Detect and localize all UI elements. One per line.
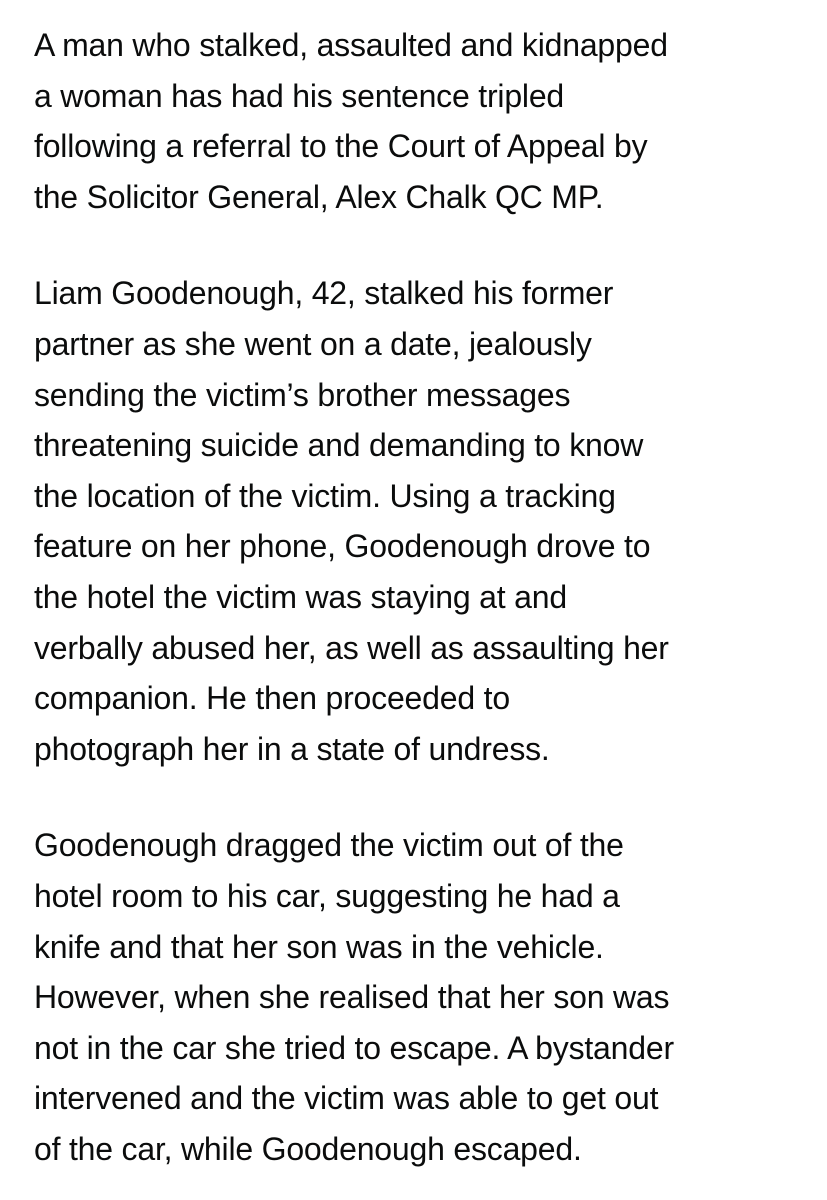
text-line: threatening suicide and demanding to know [34,427,644,464]
paragraph-intro [34,20,799,222]
text-line: a woman has had his sentence tripled [34,77,565,114]
text-line: partner as she went on a date, jealously [34,325,592,362]
text-line: hotel room to his car, suggesting he had a [34,877,620,914]
text-line: not in the car she tried to escape. A bystander [34,1029,674,1066]
text-line: the Solicitor General, Alex Chalk QC MP. [34,178,604,215]
text-line: Liam Goodenough, 42, stalked his former [34,275,614,312]
text-line: knife and that her son was in the vehicle. [34,928,604,965]
text-line: companion. He then proceeded to [34,680,510,717]
paragraph-stalking [34,268,799,774]
text-line: verbally abused her, as well as assaulting her [34,629,669,666]
text-line: the hotel the victim was staying at and [34,578,567,615]
text-line: Goodenough dragged the victim out of the [34,827,624,864]
text-line: sending the victim’s brother messages [34,376,571,413]
paragraph-kidnap [34,820,799,1174]
text-line: the location of the victim. Using a tracking [34,477,616,514]
text-line: of the car, while Goodenough escaped. [34,1130,582,1167]
text-line: following a referral to the Court of Appeal by [34,128,648,165]
text-line: feature on her phone, Goodenough drove to [34,528,651,565]
text-line: However, when she realised that her son was [34,979,670,1016]
text-line: intervened and the victim was able to get out [34,1080,659,1117]
text-line: photograph her in a state of undress. [34,730,550,767]
text-line: A man who stalked, assaulted and kidnapped [34,27,668,63]
